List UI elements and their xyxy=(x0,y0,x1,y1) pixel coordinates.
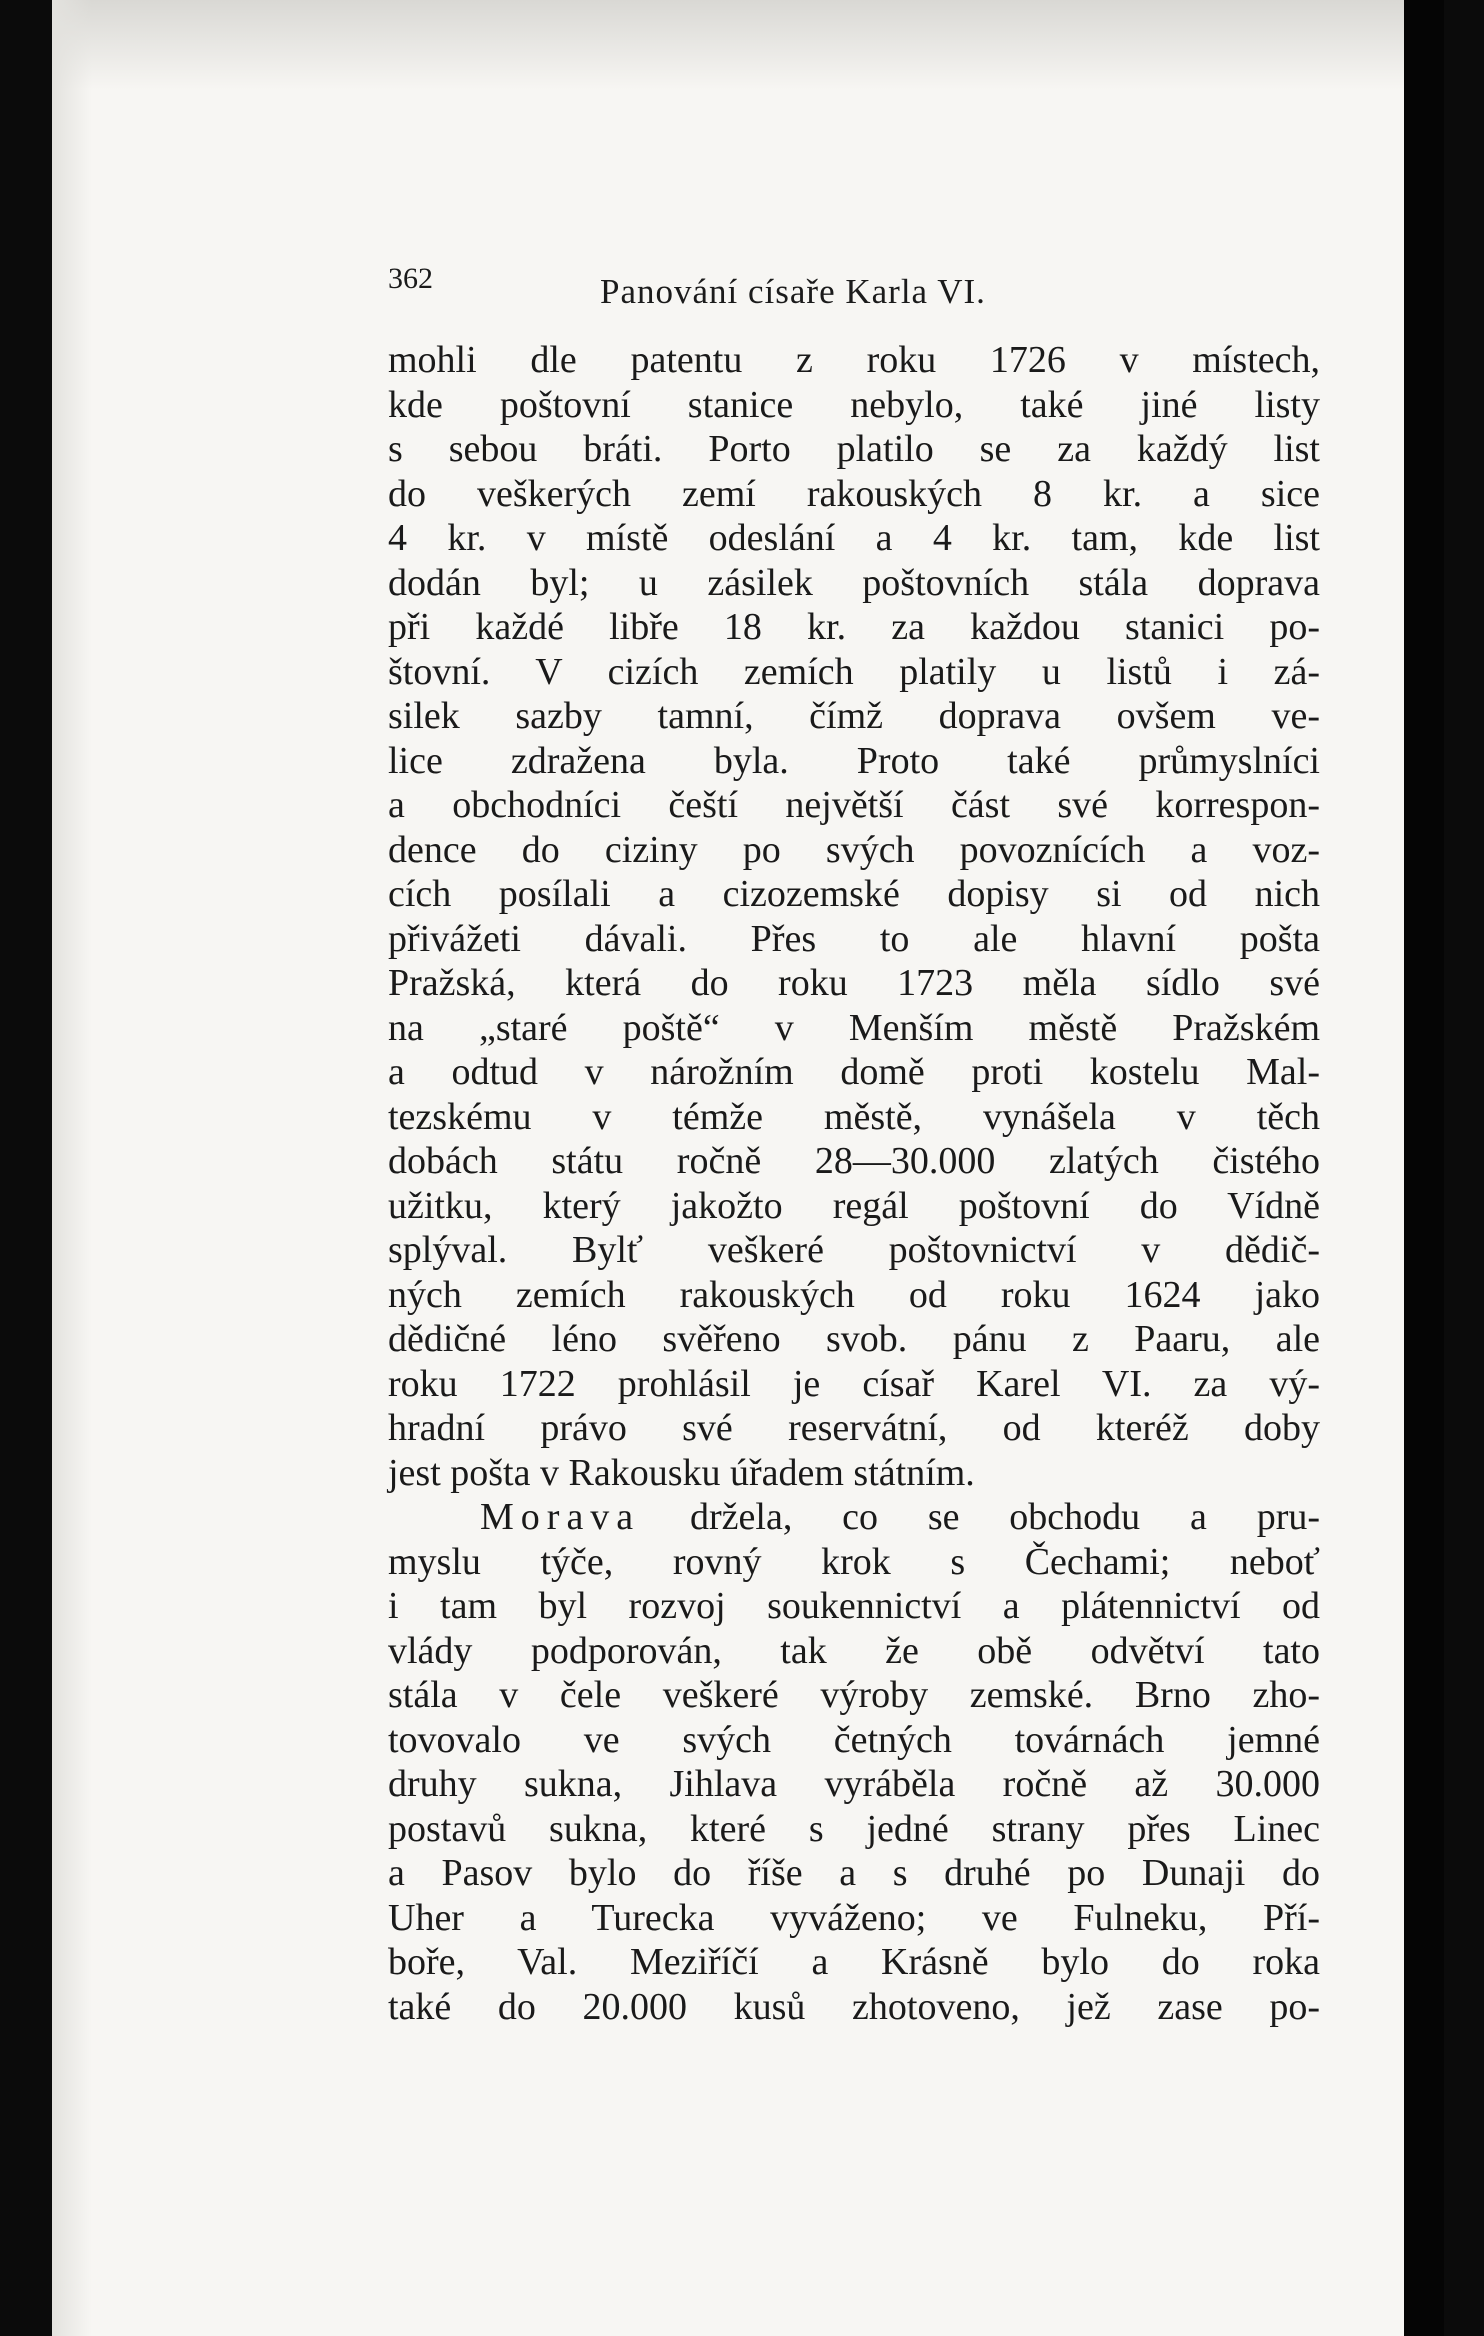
text-line: lice zdražena byla. Proto také průmyslníci xyxy=(388,739,1320,782)
text-line: a obchodníci čeští největší část své korrespon- xyxy=(388,784,1320,826)
text-line: hradní právo své reservátní, od kteréž doby xyxy=(388,1407,1320,1449)
text-line: přivážeti dávali. Přes to ale hlavní pošta xyxy=(388,917,1320,960)
text-line: Uher a Turecka vyváženo; ve Fulneku, Pří- xyxy=(388,1896,1320,1939)
text-line: a odtud v nárožním domě proti kostelu Mal- xyxy=(388,1051,1320,1093)
text-line: vlády podporován, tak že obě odvětví tato xyxy=(388,1629,1320,1672)
text-line: Pražská, která do roku 1723 měla sídlo své xyxy=(388,962,1320,1004)
text-line: tovovalo ve svých četných továrnách jemné xyxy=(388,1718,1320,1761)
text-line: jest pošta v Rakousku úřadem státním. xyxy=(388,1451,975,1494)
page-number: 362 xyxy=(388,262,433,295)
text-line: postavů sukna, které s jedné strany přes Linec xyxy=(388,1807,1320,1850)
body-text xyxy=(388,338,1320,2029)
text-line: na „staré poště“ v Menším městě Pražském xyxy=(388,1006,1320,1049)
text-line: splýval. Bylť veškeré poštovnictví v dědič- xyxy=(388,1229,1320,1271)
text-line: ných zemích rakouských od roku 1624 jako xyxy=(388,1273,1320,1316)
text-line: dědičné léno svěřeno svob. pánu z Paaru, ale xyxy=(388,1318,1320,1360)
text-line: užitku, který jakožto regál poštovní do Vídně xyxy=(388,1184,1320,1227)
text-line: boře, Val. Meziříčí a Krásně bylo do roka xyxy=(388,1941,1320,1983)
text-line: štovní. V cizích zemích platily u listů i zá- xyxy=(388,650,1320,693)
text-line: dodán byl; u zásilek poštovních stála doprava xyxy=(388,561,1320,604)
text-line: mohli dle patentu z roku 1726 v místech, xyxy=(388,339,1320,381)
text-line: stála v čele veškeré výroby zemské. Brno zho- xyxy=(388,1674,1320,1716)
text-line: roku 1722 prohlásil je císař Karel VI. za vý- xyxy=(388,1362,1320,1405)
text-line: silek sazby tamní, čímž doprava ovšem ve- xyxy=(388,695,1320,737)
text-line: myslu týče, rovný krok s Čechami; neboť xyxy=(388,1540,1320,1583)
text-line: také do 20.000 kusů zhotoveno, jež zase po- xyxy=(388,1985,1320,2028)
paragraph-opening-line xyxy=(388,1495,1320,1540)
text-line: i tam byl rozvoj soukennictví a plátennictví od xyxy=(388,1585,1320,1627)
text-line: s sebou bráti. Porto platilo se za každý list xyxy=(388,428,1320,470)
text-line: dence do ciziny po svých povoznících a voz- xyxy=(388,828,1320,871)
text-line: tezskému v témže městě, vynášela v těch xyxy=(388,1095,1320,1138)
page-header xyxy=(388,262,1188,322)
text-line: druhy sukna, Jihlava vyráběla ročně až 30.000 xyxy=(388,1763,1320,1805)
scan-border xyxy=(1404,0,1444,2336)
running-head: Panování císaře Karla VI. xyxy=(600,272,986,311)
text-line: do veškerých zemí rakouských 8 kr. a sice xyxy=(388,472,1320,515)
text-line: dobách státu ročně 28—30.000 zlatých čistého xyxy=(388,1140,1320,1182)
lead-word: Morava xyxy=(480,1496,641,1538)
text-line: při každé libře 18 kr. za každou stanici po- xyxy=(388,606,1320,648)
text-line: a Pasov bylo do říše a s druhé po Dunaji do xyxy=(388,1852,1320,1894)
scanned-page xyxy=(52,0,1444,2336)
opening-line-rest: držela, co se obchodu a pru- xyxy=(640,1496,1320,1538)
text-line: cích posílali a cizozemské dopisy si od nich xyxy=(388,873,1320,915)
text-line: kde poštovní stanice nebylo, také jiné listy xyxy=(388,383,1320,426)
text-line: 4 kr. v místě odeslání a 4 kr. tam, kde list xyxy=(388,517,1320,559)
